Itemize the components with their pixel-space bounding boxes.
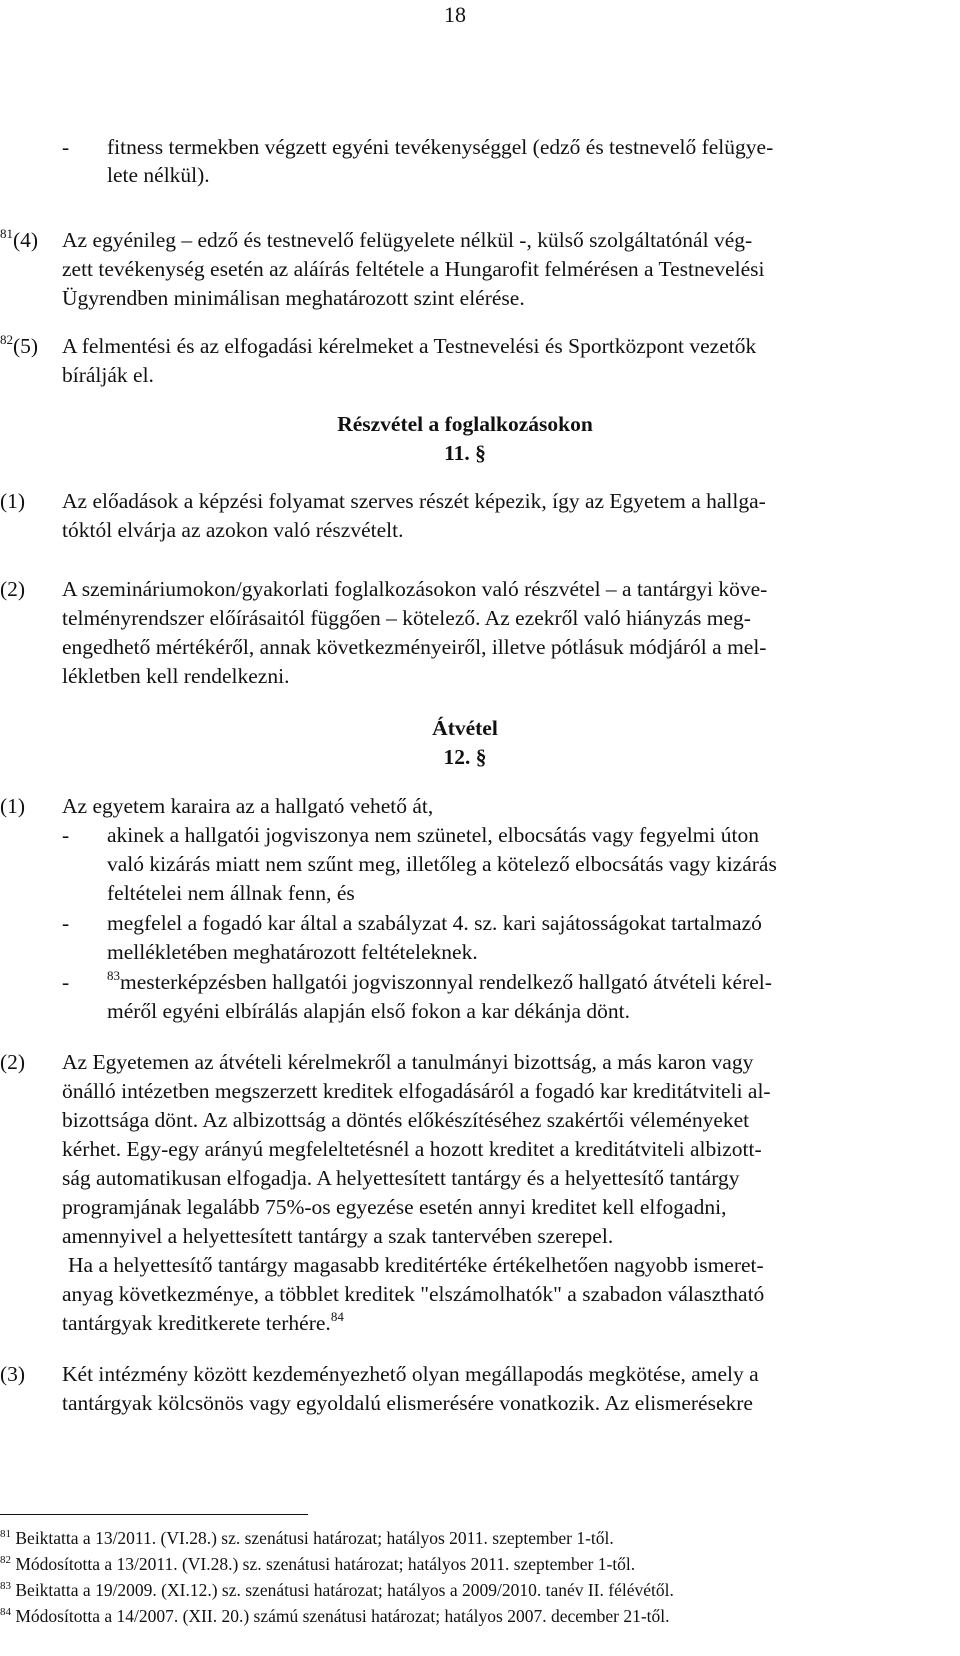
paragraph-line: önálló intézetben megszerzett kreditek elfogadásáról a fogadó kar kreditátviteli al- (62, 1079, 771, 1103)
paragraph-line: Két intézmény között kezdeményezhető olyan megállapodás megkötése, amely a (62, 1362, 759, 1386)
section-title: Átvétel (432, 716, 498, 740)
paragraph-line: telményrendszer előírásaitól függően – kötelező. Az ezekről való hiányzás meg- (62, 606, 751, 630)
paragraph-line: Az egyetem karaira az a hallgató vehető át, (62, 794, 434, 818)
footnote: $^{83}$ Beiktatta a 19/2009. (XI.12.) sz. szenátusi határozat; hatályos a 2009/2010. tanév II. félévétől. (0, 1580, 674, 1600)
paragraph-line: Az egyénileg – edző és testnevelő felügyelete nélkül -, külső szolgáltatónál vég- (62, 228, 753, 252)
paragraph-number: $^{82}$(5) (0, 332, 39, 358)
footnote-separator (0, 1514, 308, 1515)
paragraph-number: (2) (0, 1050, 26, 1074)
paragraph-line: bírálják el. (62, 363, 154, 387)
list-item-line: méről egyéni elbírálás alapján első fokon a kar dékánja dönt. (107, 999, 630, 1023)
section-number: 12. § (443, 745, 487, 769)
bullet-line: lete nélkül). (107, 163, 210, 187)
bullet-dash: - (62, 135, 70, 159)
paragraph-line: anyag következménye, a többlet kreditek "elszámolhatók" a szabadon választható (62, 1282, 765, 1306)
paragraph-line: Ügyrendben minimálisan meghatározott szint elérése. (62, 286, 525, 310)
list-item-line: való kizárás miatt nem szűnt meg, illetőleg a kötelező elbocsátás vagy kizárás (107, 852, 777, 876)
footnote: $^{84}$ Módosította a 14/2007. (XII. 20.) számú szenátusi határozat; hatályos 2007. december 21-től. (0, 1606, 670, 1626)
paragraph-line: zett tevékenység esetén az aláírás feltétele a Hungarofit felmérésen a Testnevelési (62, 257, 765, 281)
paragraph-line: tantárgyak kölcsönös vagy egyoldalú elismerésére vonatkozik. Az elismerésekre (62, 1391, 753, 1415)
paragraph-number: (1) (0, 489, 26, 513)
paragraph-line: engedhető mértékéről, annak következményeiről, illetve pótlásuk módjáról a mel- (62, 635, 767, 659)
list-item-line: megfelel a fogadó kar által a szabályzat 4. sz. kari sajátosságokat tartalmazó (107, 911, 762, 935)
paragraph-line: Ha a helyettesítő tantárgy magasabb kreditértéke értékelhetően nagyobb ismeret- (68, 1253, 764, 1277)
section-title: Részvétel a foglalkozásokon (337, 412, 593, 436)
paragraph-line: programjának legalább 75%-os egyezése esetén annyi kreditet kell elfogadni, (62, 1195, 727, 1219)
paragraph-line: A felmentési és az elfogadási kérelmeket a Testnevelési és Sportközpont vezetők (62, 334, 757, 358)
section-number: 11. § (444, 441, 486, 465)
footnote-ref[interactable]: 82 (0, 332, 13, 347)
paragraph-number: (1) (0, 794, 26, 818)
paragraph-line: lékletben kell rendelkezni. (62, 664, 290, 688)
list-dash: - (62, 970, 70, 994)
paragraph-line: kérhet. Egy-egy arányú megfeleltetésnél a hozott kreditet a kreditátviteli albizott- (62, 1137, 762, 1161)
footnote-ref[interactable]: 81 (0, 226, 13, 241)
paragraph-line: ság automatikusan elfogadja. A helyettesített tantárgy és a helyettesítő tantárgy (62, 1166, 740, 1190)
paragraph-number: (2) (0, 577, 26, 601)
paragraph-line: Az előadások a képzési folyamat szerves részét képezik, így az Egyetem a hallga- (62, 489, 766, 513)
list-item-line: akinek a hallgatói jogviszonya nem szünetel, elbocsátás vagy fegyelmi úton (107, 823, 759, 847)
list-dash: - (62, 823, 70, 847)
footnote: $^{82}$ Módosította a 13/2011. (VI.28.) sz. szenátusi határozat; hatályos 2011. szeptember 1-től. (0, 1554, 636, 1574)
paragraph-line: tóktól elvárja az azokon való részvételt. (62, 518, 404, 542)
paragraph-line: A szemináriumokon/gyakorlati foglalkozásokon való részvétel – a tantárgyi köve- (62, 577, 768, 601)
paragraph-number: (3) (0, 1362, 26, 1386)
list-dash: - (62, 911, 70, 935)
footnote: $^{81}$ Beiktatta a 13/2011. (VI.28.) sz. szenátusi határozat; hatályos 2011. szeptember 1-től. (0, 1528, 614, 1548)
paragraph-line: bizottsága dönt. Az albizottság a döntés előkészítéséhez szakértői véleményeket (62, 1108, 750, 1132)
list-item-line: $^{83}$mesterképzésben hallgatói jogviszonnyal rendelkező hallgató átvételi kérel- (107, 968, 772, 994)
bullet-line: fitness termekben végzett egyéni tevékenységgel (edző és testnevelő felügye- (107, 135, 774, 159)
footnote-ref[interactable]: 84 (330, 1309, 344, 1324)
paragraph-line: Az Egyetemen az átvételi kérelmekről a tanulmányi bizottság, a más karon vagy (62, 1050, 754, 1074)
paragraph-line: amennyivel a helyettesített tantárgy a szak tantervében szerepel. (62, 1224, 614, 1248)
paragraph-number: $^{81}$(4) (0, 226, 39, 252)
page-number: 18 (444, 2, 466, 27)
footnote-ref[interactable]: 83 (107, 968, 120, 983)
list-item-line: feltételei nem állnak fenn, és (107, 881, 355, 905)
paragraph-line: tantárgyak kreditkerete terhére.$^{84}$ (62, 1309, 344, 1335)
list-item-line: mellékletében meghatározott feltételeknek. (107, 940, 478, 964)
